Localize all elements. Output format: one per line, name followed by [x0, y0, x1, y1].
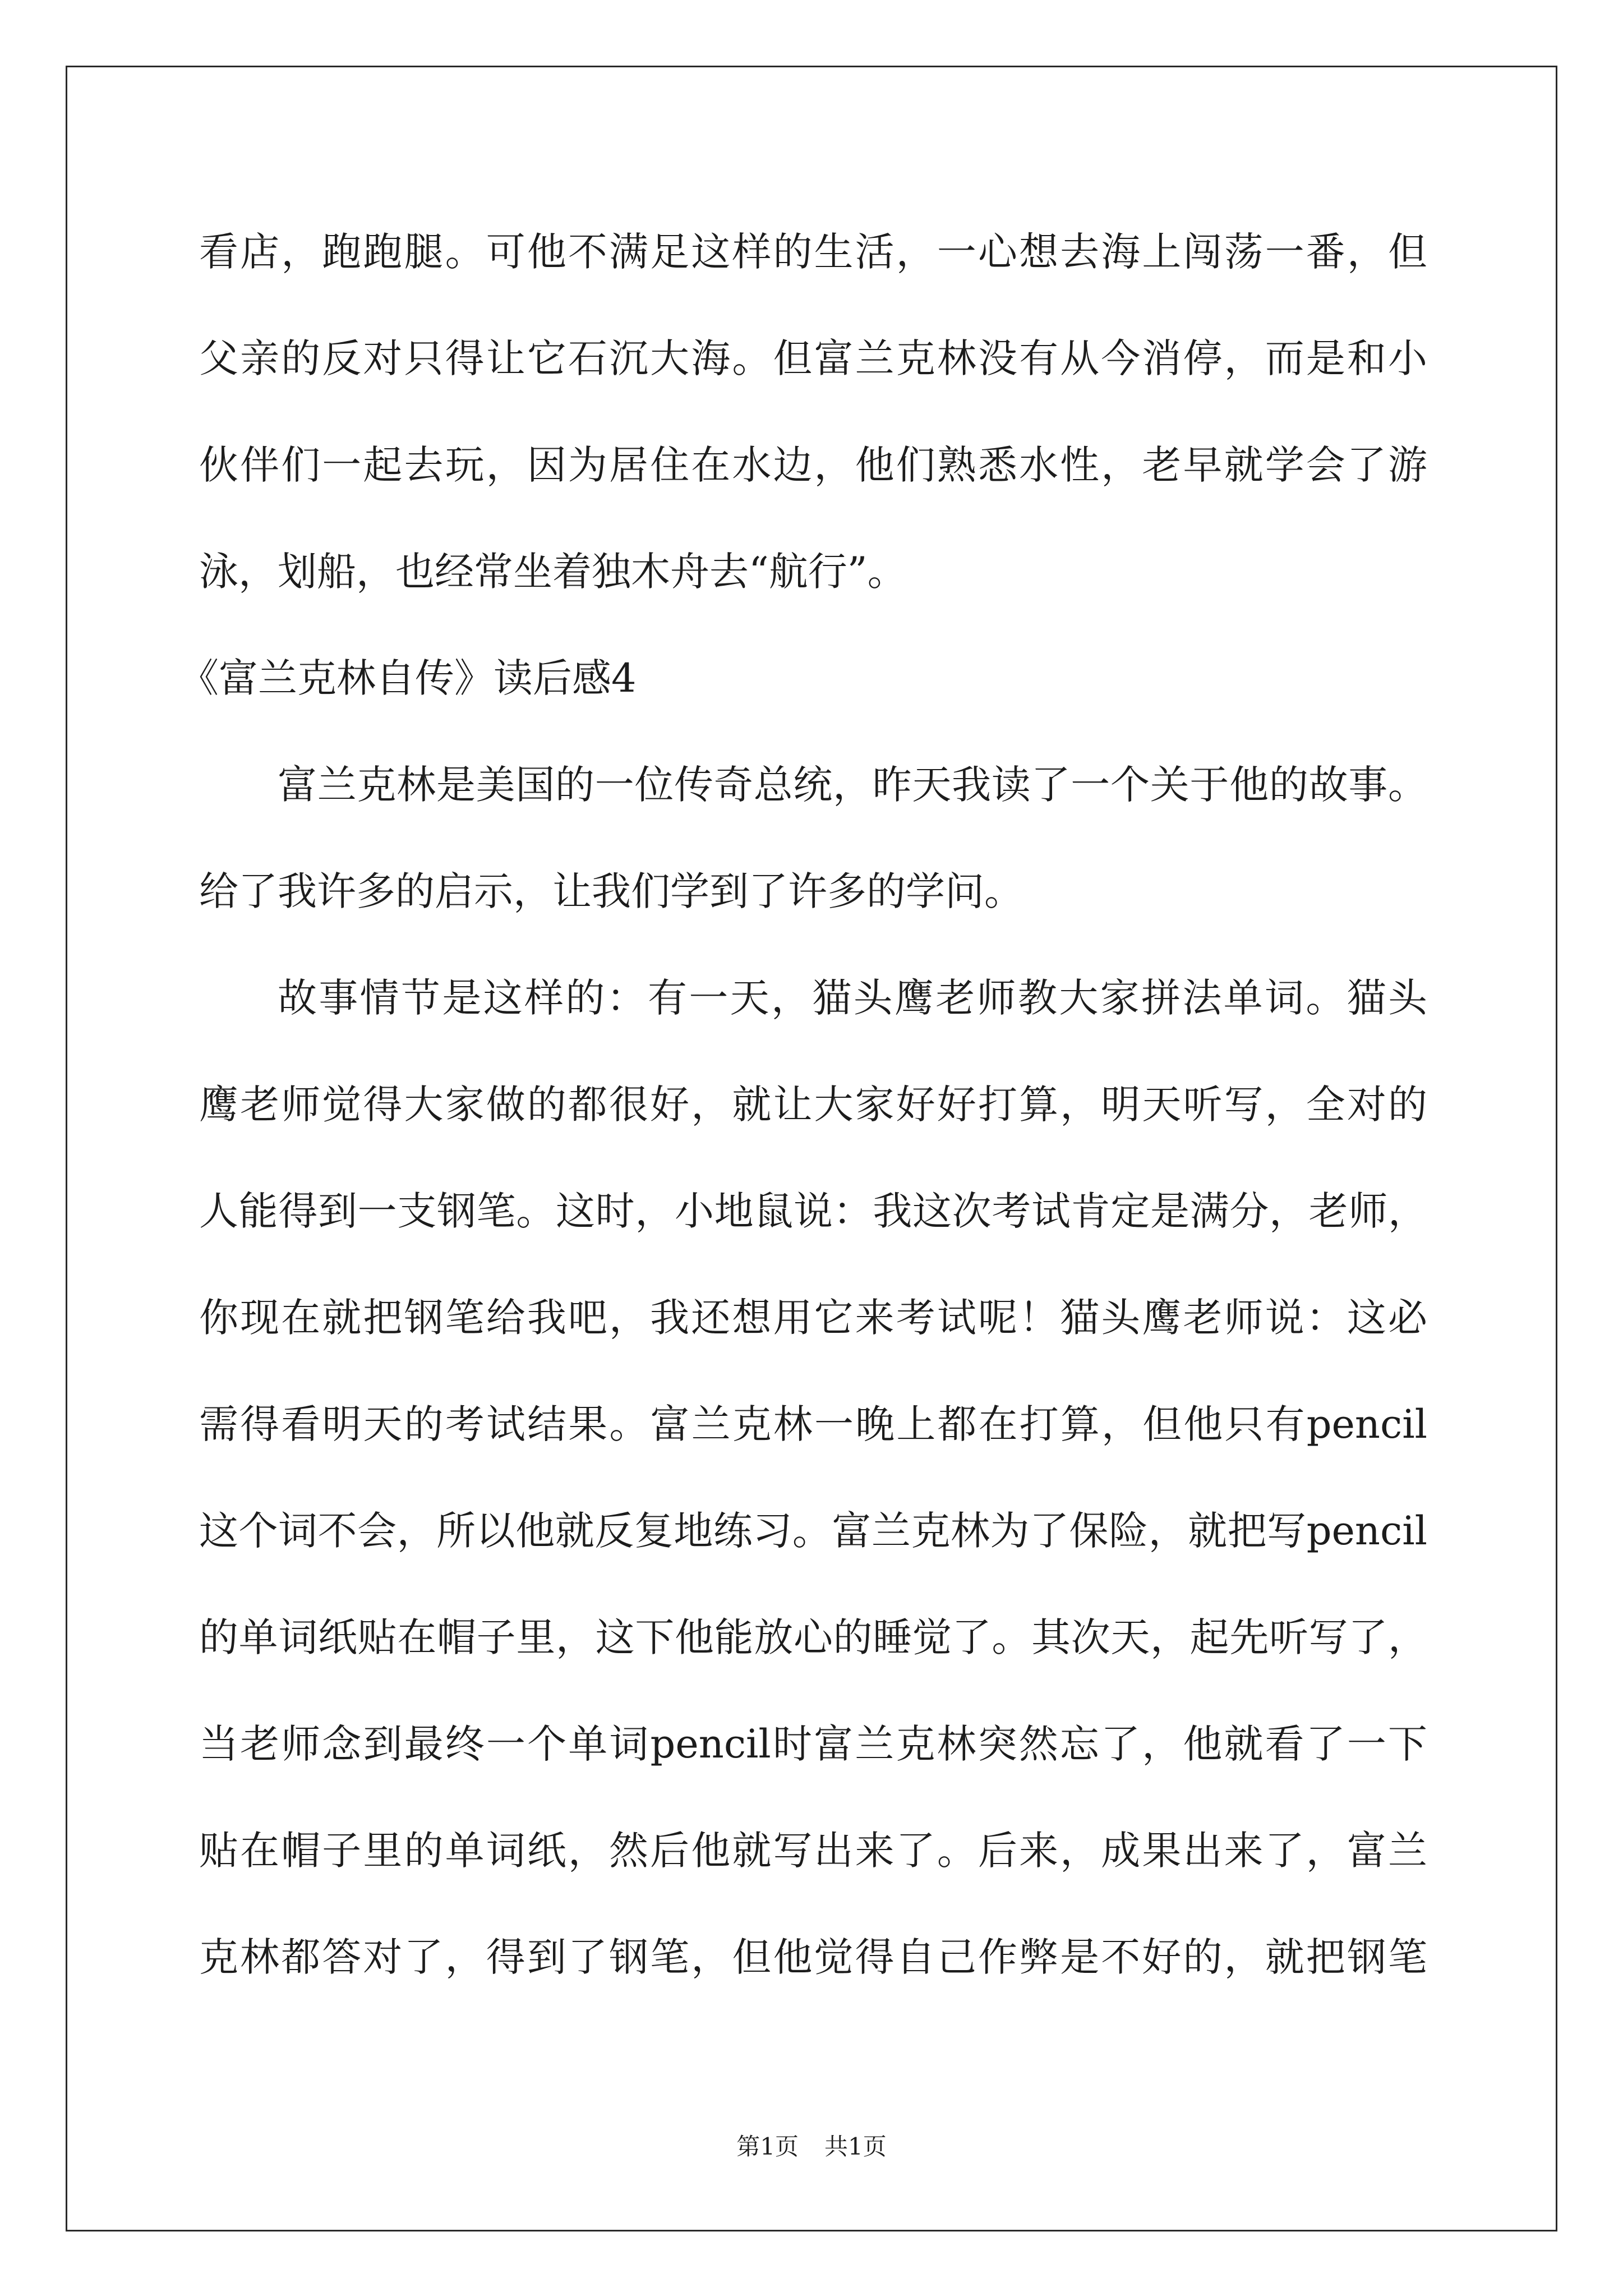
text-line: 父亲的反对只得让它石沉大海。但富兰克林没有从今消停，而是和小 — [199, 335, 1427, 381]
text-line: 人能得到一支钢笔。这时，小地鼠说：我这次考试肯定是满分，老师， — [199, 1188, 1427, 1234]
text-line: 伙伴们一起去玩，因为居住在水边，他们熟悉水性，老早就学会了游 — [199, 442, 1427, 488]
page-footer — [0, 2132, 1623, 2162]
paragraph — [199, 945, 1427, 2010]
text-line: 贴在帽子里的单词纸，然后他就写出来了。后来，成果出来了，富兰 — [199, 1828, 1427, 1874]
section-heading: 《富兰克林自传》读后感4 — [179, 655, 637, 701]
text-line: 鹰老师觉得大家做的都很好，就让大家好好打算，明天听写，全对的 — [199, 1082, 1427, 1128]
page-number: 第1页 — [736, 2133, 799, 2160]
text-line: 泳，划船，也经常坐着独木舟去“航行”。 — [199, 549, 907, 595]
text-line: 富兰克林是美国的一位传奇总统，昨天我读了一个关于他的故事。 — [278, 762, 1427, 808]
text-line: 故事情节是这样的：有一天，猫头鹰老师教大家拼法单词。猫头 — [278, 975, 1427, 1021]
text-line: 的单词纸贴在帽子里，这下他能放心的睡觉了。其次天，起先听写了， — [199, 1614, 1427, 1660]
text-line: 克林都答对了，得到了钢笔，但他觉得自己作弊是不好的，就把钢笔 — [199, 1934, 1427, 1980]
text-line: 给了我许多的启示，让我们学到了许多的学问。 — [199, 868, 1023, 914]
text-line: 你现在就把钢笔给我吧，我还想用它来考试呢！猫头鹰老师说：这必 — [199, 1295, 1427, 1341]
document-body — [179, 199, 1427, 2010]
paragraph-continued — [199, 199, 1427, 625]
page-total: 共1页 — [824, 2133, 887, 2160]
text-line: 当老师念到最终一个单词pencil时富兰克林突然忘了，他就看了一下 — [199, 1721, 1427, 1767]
text-line: 看店，跑跑腿。可他不满足这样的生活，一心想去海上闯荡一番，但 — [199, 229, 1427, 275]
text-line: 这个词不会，所以他就反复地练习。富兰克林为了保险，就把写pencil — [199, 1508, 1427, 1554]
paragraph — [199, 731, 1427, 945]
text-line: 需得看明天的考试结果。富兰克林一晚上都在打算，但他只有pencil — [199, 1401, 1427, 1447]
